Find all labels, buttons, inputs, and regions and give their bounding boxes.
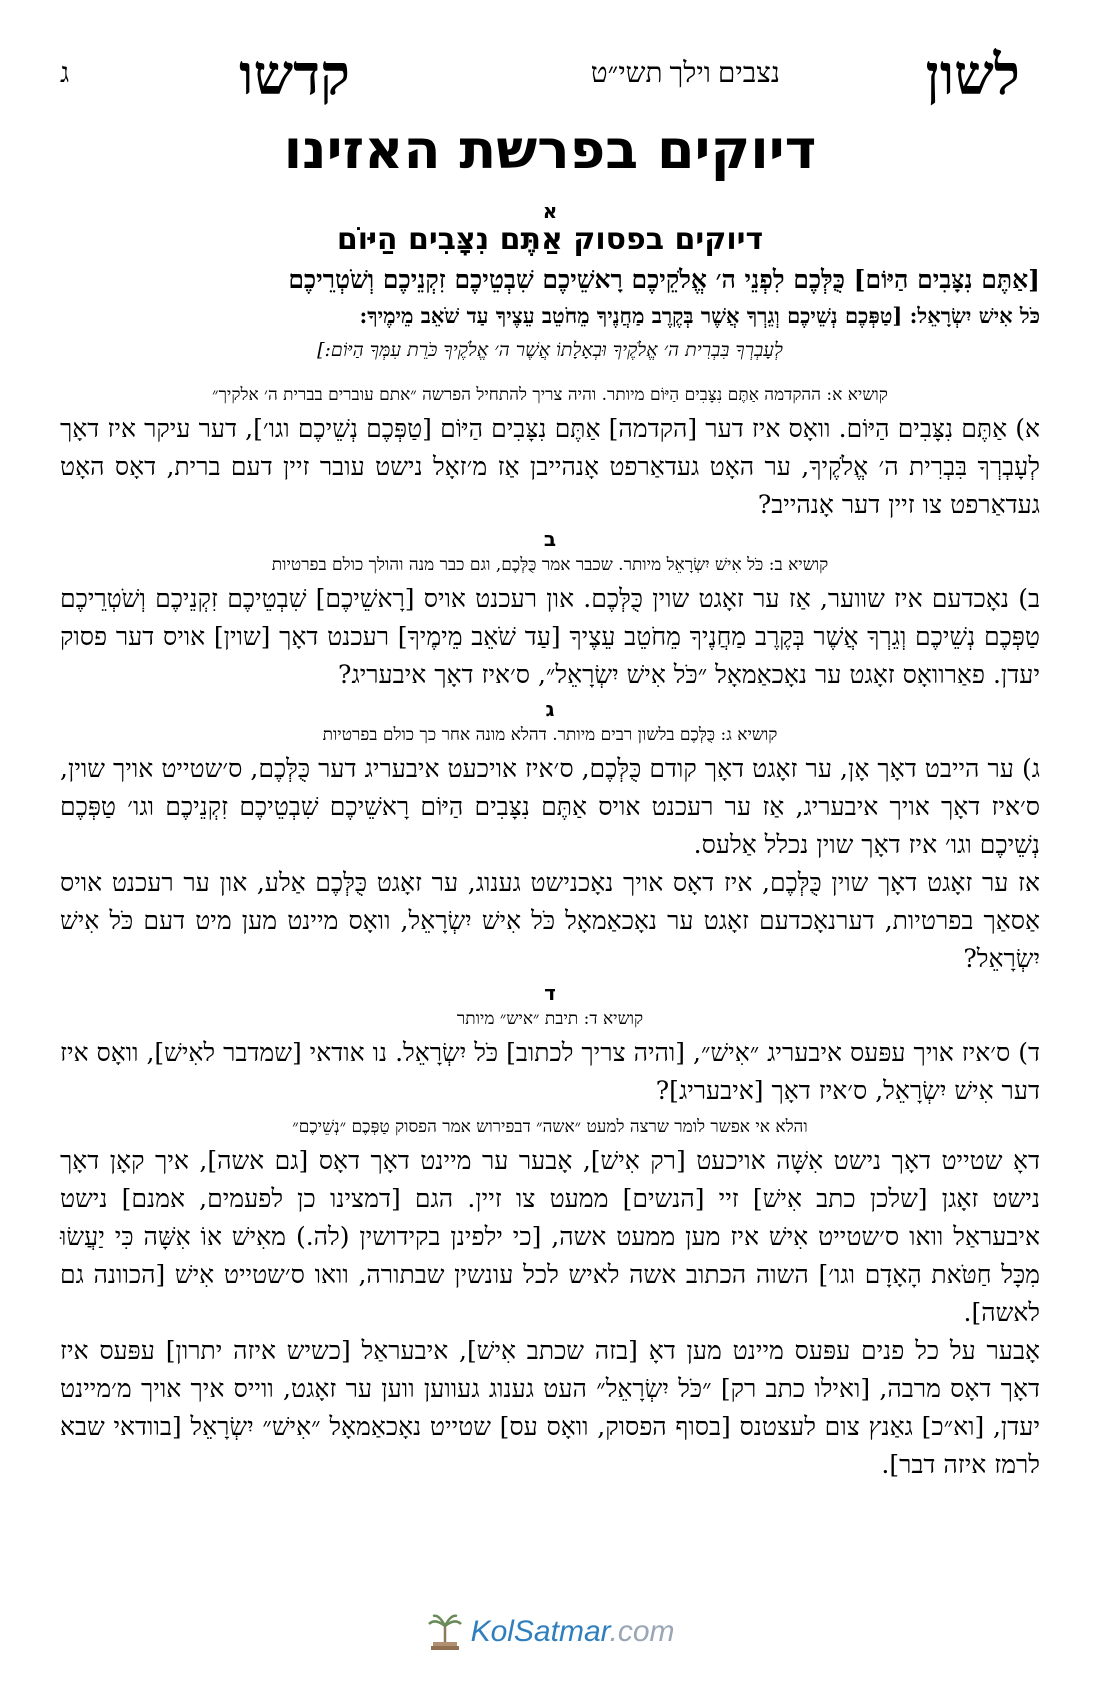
paragraph-gimel-2: אז ער זאָגט דאָך שוין כֻּלְּכֶם, איז דאָס אויך נאָכנישט גענוג, ער זאָגט כֻּלְּכֶם אַלע, און ער רעכנט אויס אַסאַך בפרטיות, דערנאָכדעם זאָגט ער נאָכאַמאָל כֹּל אִישׁ יִשְׂרָאֵל, וואָס מיינט מען מיט דעם כֹּל אִישׁ יִשְׂרָאֵל?: [60, 868, 1040, 973]
section-letter-dalet: ד: [544, 981, 556, 1005]
site-watermark: [60, 1612, 1040, 1656]
paragraph-aleph: א) אַתֶּם נִצָּבִים הַיּוֹם. וואָס איז דער [הקדמה] אַתֶּם נִצָּבִים הַיּוֹם [טַפְּכֶם נְשֵׁיכֶם וגו׳], דער עיקר איז דאָך לְעָבְרְךָ בִּבְרִית ה׳ אֱלֹקֶיךָ, ער האָט געדאַרפט אָנהייבן אַז מ׳זאָל נישט עובר זיין דעם ברית, דאָס האָט געדאַרפט צו זיין דער אָנהייב?: [60, 414, 1040, 519]
paragraph-bet: ב) נאָכדעם איז שווער, אַז ער זאָגט שוין כֻּלְּכֶם. און רעכנט אויס [רָאשֵׁיכֶם] שִׁבְטֵיכֶם זִקְנֵיכֶם וְשֹׁטְרֵיכֶם טַפְּכֶם נְשֵׁיכֶם וְגֵרְךָ אֲשֶׁר בְּקֶרֶב מַחֲנֶיךָ מֵחֹטֵב עֵצֶיךָ [עַד שֹׁאֵב מֵימֶיךָ] רעכנט דאָך [שוין] אויס דער פסוק יעדן. פאַרוואָס זאָגט ער נאָכאַמאָל ״כֹּל אִישׁ יִשְׂרָאֵל״, ס׳איז דאָך איבעריג?: [60, 584, 1040, 689]
paragraph-he-1: דאָ שטייט דאָך נישט אִשָּׁה אויכעט [רק אִישׁ], אָבער ער מיינט דאָך דאָס [גם אשה], איך קאָן דאָך נישט זאָגן [שלכן כתב אִישׁ] זיי [הנשים] ממעט צו זיין. הגם [דמצינו כן לפעמים, אמנם] נישט איבעראַל וואו ס׳שטייט אִישׁ איז מען ממעט אשה, [כי ילפינן בקידושין (לה.) מאִישׁ אוֹ אִשָּׁה כִּי יַעֲשׂוּ מִכָּל חַטֹּאת הָאָדָם וגו׳] השוה הכתוב אשה לאיש לכל עונשין שבתורה, וואו ס׳שטייט אִישׁ [הכוונה גם לאשה].: [60, 1146, 1040, 1327]
logo-main-text: KolSatmar: [470, 1615, 610, 1648]
section-aleph-heading: [60, 200, 1040, 257]
kushya-bet: קושיא ב: כֹּל אִישׁ יִשְׂרָאֵל מיותר. שכבר אמר כֻּלְּכֶם, וגם כבר מנה והולך כולם בפרטיות: [271, 555, 829, 575]
paragraph-gimel-1: ג) ער הייבט דאָך אָן, ער זאָגט דאָך קודם כֻּלְּכֶם, ס׳איז אויכעט איבעריג דער כֻּלְּכֶם, ס׳שטייט אויך שוין, ס׳איז דאָך אויך איבעריג, אַז ער רעכנט אויס אַתֶּם נִצָּבִים הַיּוֹם רָאשֵׁיכֶם שִׁבְטֵיכֶם זִקְנֵיכֶם וגו׳ טַפְּכֶם נְשֵׁיכֶם וגו׳ איז דאָך שוין נכלל אַלעס.: [60, 754, 1040, 859]
section-letter-aleph: א: [542, 199, 558, 223]
paragraph-dalet: ד) ס׳איז אויך עפּעס איבעריג ״אִישׁ״, [והיה צריך לכתוב] כֹּל יִשְׂרָאֵל. נו אודאי [שמדבר לאִישׁ], וואָס איז דער אִישׁ יִשְׂרָאֵל, ס׳איז דאָך [איבעריג]?: [60, 1038, 1040, 1105]
site-logo-text: [471, 1615, 675, 1649]
page-header: [60, 40, 1040, 110]
logo-domain-text: .com: [609, 1615, 675, 1648]
header-word-lashon: לשון: [925, 42, 1020, 108]
page-number: ג: [60, 58, 70, 89]
palm-tree-books-icon: [425, 1612, 465, 1652]
document-page: [60, 0, 1040, 1700]
paragraph-he-2: אָבער על כל פנים עפּעס מיינט מען דאָ [בזה שכתב אִישׁ], איבעראַל [כשיש איזה יתרון] עפּעס איז דאָך דאָס מרבה, [ואילו כתב רק] ״כֹּל יִשְׂרָאֵל״ העט גענוג געווען ווען ער זאָגט, ווייס איך אויך מ׳מיינט יעדן, [וא״כ] גאַנץ צום לעצטנס [בסוף הפסוק, וואָס עס] שטייט נאָכאַמאָל ״אִישׁ״ יִשְׂרָאֵל [בוודאי שבא לרמז איזה דבר].: [60, 1336, 1040, 1479]
kushya-aleph: קושיא א: ההקדמה אַתֶּם נִצָּבִים הַיּוֹם מיותר. והיה צריך להתחיל הפרשה ״אתם עוברים בברית ה׳ אלקיך״: [212, 385, 888, 405]
main-title: דיוקים בפרשת האזינו: [283, 118, 817, 181]
section-title: דיוקים בפסוק אַתֶּם נִצָּבִים הַיּוֹם: [336, 222, 764, 257]
verse-line-2: כֹּל אִישׁ יִשְׂרָאֵל: [טַפְּכֶם נְשֵׁיכֶם וְגֵרְךָ אֲשֶׁר בְּקֶרֶב מַחֲנֶיךָ מֵחֹטֵב עֵצֶיךָ עַד שֹׁאֵב מֵימֶיךָ:: [359, 303, 1040, 328]
header-word-kodsho: קדשו: [239, 42, 350, 108]
verse-line-1: [אַתֶּם נִצָּבִים הַיּוֹם] כֻּלְּכֶם לִפְנֵי ה׳ אֱלֹקֵיכֶם רָאשֵׁיכֶם שִׁבְטֵיכֶם זִקְנֵיכֶם וְשֹׁטְרֵיכֶם: [288, 265, 1040, 294]
section-letter-gimel: ג: [545, 697, 555, 721]
header-parsha-title: נצבים וילך תשי״ט: [590, 58, 780, 89]
main-body: [60, 262, 1040, 1484]
kushya-dalet: קושיא ד: תיבת ״איש״ מיותר: [456, 1009, 644, 1029]
verse-line-3: לְעָבְרְךָ בִּבְרִית ה׳ אֱלֹקֶיךָ וּבְאָלָתוֹ אֲשֶׁר ה׳ אֱלֹקֶיךָ כֹּרֵת עִמְּךָ הַיּוֹם:]: [317, 339, 783, 361]
kushya-gimel: קושיא ג: כֻּלְּכֶם בלשון רבים מיותר. דהלא מונה אחר כך כולם בפרטיות: [322, 725, 778, 745]
section-letter-bet: ב: [543, 527, 557, 551]
note-dalet: והלא אי אפשר לומר שרצה למעט ״אשה״ דבפירוש אמר הפסוק טַפְּכֶם ״נְשֵׁיכֶם״: [292, 1117, 808, 1137]
